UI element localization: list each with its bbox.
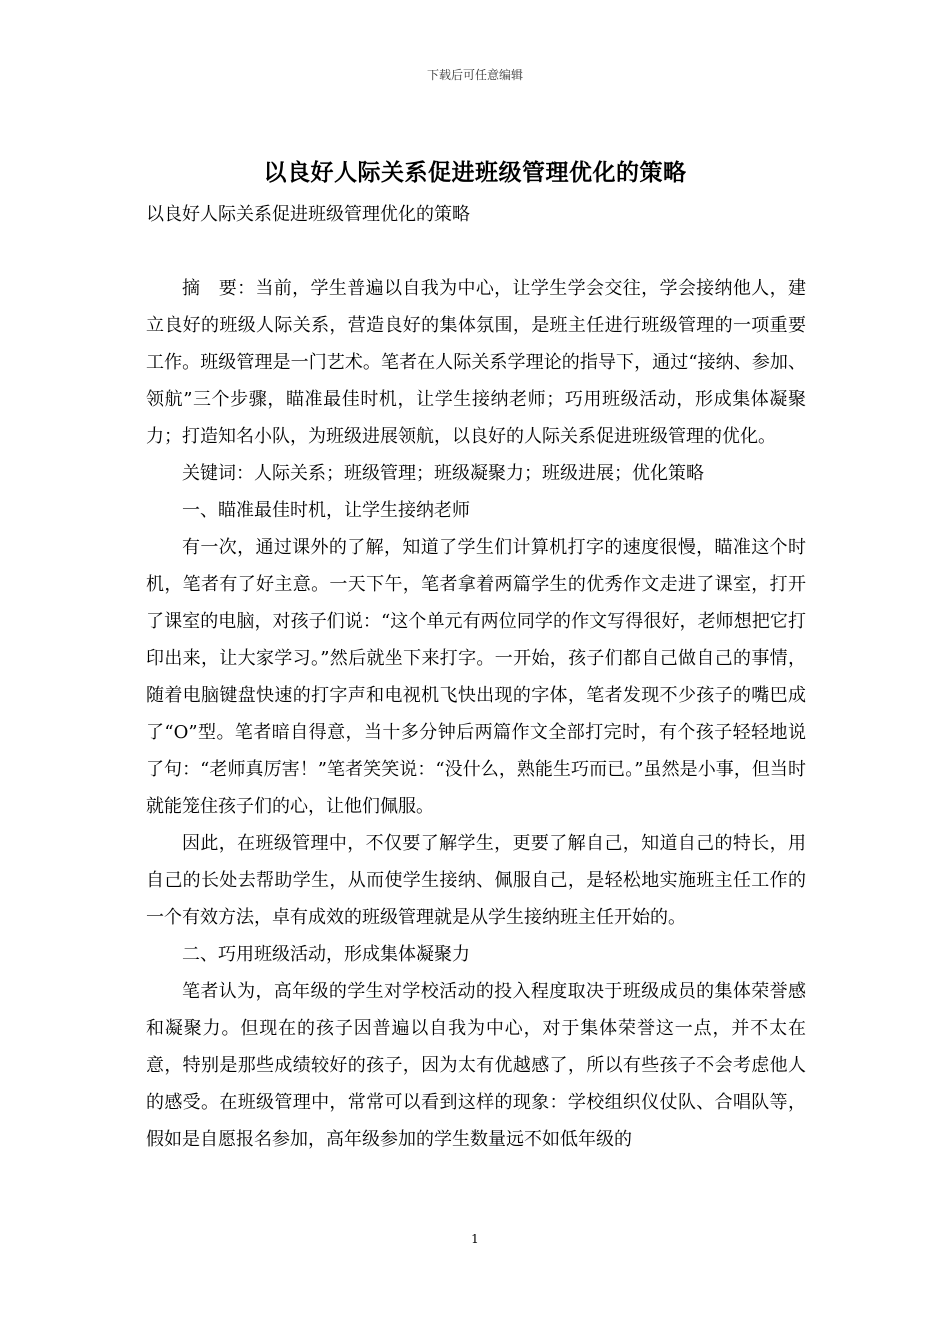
section-heading-2: 二、巧用班级活动，形成集体凝聚力	[182, 944, 470, 965]
body-paragraph: 有一次，通过课外的了解，知道了学生们计算机打字的速度很慢，瞄准这个时机，笔者有了好主意。一天下午，笔者拿着两篇学生的优秀作文走进了课室，打开了课室的电脑，对孩子们说：“这个单元有两位同学的作文写得很好，老师想把它打印出来，让大家学习。”然后就坐下来打字。一开始，孩子们都自己做自己的事情，随着电脑键盘快速的打字声和电视机飞快出现的字体，笔者发现不少孩子的嘴巴成了“O”型。笔者暗自得意，当十多分钟后两篇作文全部打完时，有个孩子轻轻地说了句：“老师真厉害！”笔者笑笑说：“没什么，熟能生巧而已。”虽然是小事，但当时就能笼住孩子们的心，让他们佩服。	[146, 537, 806, 817]
body-paragraph: 因此，在班级管理中，不仅要了解学生，更要了解自己，知道自己的特长，用自己的长处去帮助学生，从而使学生接纳、佩服自己，是轻松地实施班主任工作的一个有效方法，卓有成效的班级管理就是从学生接纳班主任开始的。	[146, 833, 806, 928]
keywords-paragraph: 关键词：人际关系；班级管理；班级凝聚力；班级进展；优化策略	[182, 463, 704, 484]
document-body	[146, 270, 806, 1158]
abstract-paragraph: 摘 要：当前，学生普遍以自我为中心，让学生学会交往，学会接纳他人，建立良好的班级人际关系，营造良好的集体氛围，是班主任进行班级管理的一项重要工作。班级管理是一门艺术。笔者在人际关系学理论的指导下，通过“接纳、参加、领航”三个步骤，瞄准最佳时机，让学生接纳老师；巧用班级活动，形成集体凝聚力；打造知名小队，为班级进展领航，以良好的人际关系促进班级管理的优化。	[146, 278, 806, 447]
document-title: 以良好人际关系促进班级管理优化的策略	[263, 159, 687, 186]
section-heading-1: 一、瞄准最佳时机，让学生接纳老师	[182, 500, 470, 521]
document-subtitle: 以良好人际关系促进班级管理优化的策略	[146, 204, 470, 225]
header-note: 下载后可任意编辑	[426, 68, 523, 82]
page-number: 1	[471, 1232, 479, 1246]
body-paragraph: 笔者认为，高年级的学生对学校活动的投入程度取决于班级成员的集体荣誉感和凝聚力。但现在的孩子因普遍以自我为中心，对于集体荣誉这一点，并不太在意，特别是那些成绩较好的孩子，因为太有优越感了，所以有些孩子不会考虑他人的感受。在班级管理中，常常可以看到这样的现象：学校组织仪仗队、合唱队等，假如是自愿报名参加，高年级参加的学生数量远不如低年级的	[146, 981, 806, 1150]
